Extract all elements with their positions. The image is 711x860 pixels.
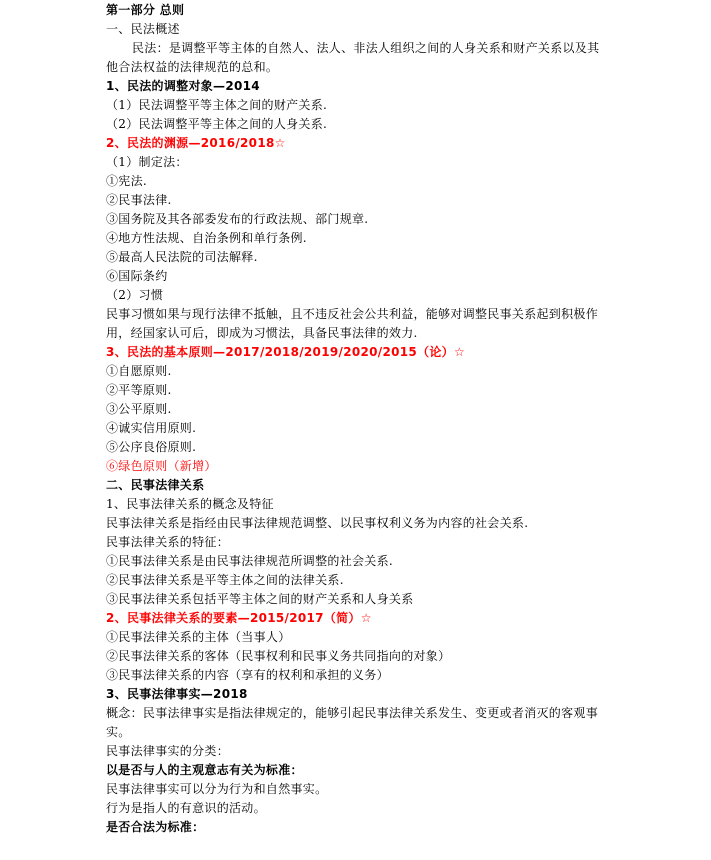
list-item: ②民事法律关系的客体（民事权利和民事义务共同指向的对象） [106,649,451,663]
list-item: ③公平原则. [106,402,172,416]
paragraph-line: 行为是指人的有意识的活动。 [106,801,266,815]
subsection-heading-highlight: 3、民法的基本原则—2017/2018/2019/2020/2015（论）☆ [106,345,466,359]
list-item: ②民事法律. [106,193,172,207]
list-item-highlight: ⑥绿色原则（新增） [106,459,217,473]
paragraph-line: 他合法权益的法律规范的总和。 [106,60,279,74]
list-item: ⑤最高人民法院的司法解释. [106,250,258,264]
paragraph-line: 概念：民事法律事实是指法律规定的，能够引起民事法律关系发生、变更或者消灭的客观事 [106,706,599,720]
list-item: ④诚实信用原则. [106,421,197,435]
list-item: ⑤公序良俗原则. [106,440,197,454]
paragraph-line: 民事法律关系的特征： [106,535,230,549]
subsection-heading-highlight: 2、民事法律关系的要素—2015/2017（简）☆ [106,611,372,625]
paragraph-line: 民事习惯如果与现行法律不抵触，且不违反社会公共利益，能够对调整民事关系起到积极作 [106,307,599,321]
list-item: （2）民法调整平等主体之间的人身关系. [106,117,328,131]
paragraph-line: 用，经国家认可后，即成为习惯法，具备民事法律的效力. [106,326,418,340]
list-item: ⑥国际条约 [106,269,168,283]
subsection-heading-highlight: 2、民法的渊源—2016/2018☆ [106,136,286,150]
paragraph-line: 民法：是调整平等主体的自然人、法人、非法人组织之间的人身关系和财产关系以及其 [132,41,600,55]
paragraph-line: 民事法律事实可以分为行为和自然事实。 [106,782,328,796]
list-item: （1）民法调整平等主体之间的财产关系. [106,98,328,112]
list-item: ④地方性法规、自治条例和单行条例. [106,231,307,245]
list-item: ②民事法律关系是平等主体之间的法律关系. [106,573,344,587]
part-title: 第一部分 总则 [106,3,185,17]
subsection-heading: 1、民事法律关系的概念及特征 [106,497,274,511]
list-item: ②平等原则. [106,383,172,397]
list-item: （1）制定法： [106,155,188,169]
subsection-heading: 3、民事法律事实—2018 [106,687,248,701]
list-item: （2）习惯 [106,288,164,302]
section-heading: 二、民事法律关系 [106,478,205,492]
list-item: ①宪法. [106,174,148,188]
paragraph-line: 民事法律事实的分类： [106,744,230,758]
list-item: ③民事法律关系包括平等主体之间的财产关系和人身关系 [106,592,414,606]
criterion-heading: 以是否与人的主观意志有关为标准： [106,763,303,777]
section-heading: 一、民法概述 [106,22,180,36]
list-item: ③国务院及其各部委发布的行政法规、部门规章. [106,212,369,226]
subsection-heading: 1、民法的调整对象—2014 [106,79,260,93]
list-item: ①民事法律关系的主体（当事人） [106,630,291,644]
paragraph-line: 实。 [106,725,131,739]
list-item: ③民事法律关系的内容（享有的权利和承担的义务） [106,668,389,682]
list-item: ①自愿原则. [106,364,172,378]
criterion-heading: 是否合法为标准： [106,820,205,834]
list-item: ①民事法律关系是由民事法律规范所调整的社会关系. [106,554,394,568]
paragraph-line: 民事法律关系是指经由民事法律规范调整、以民事权利义务为内容的社会关系. [106,516,529,530]
